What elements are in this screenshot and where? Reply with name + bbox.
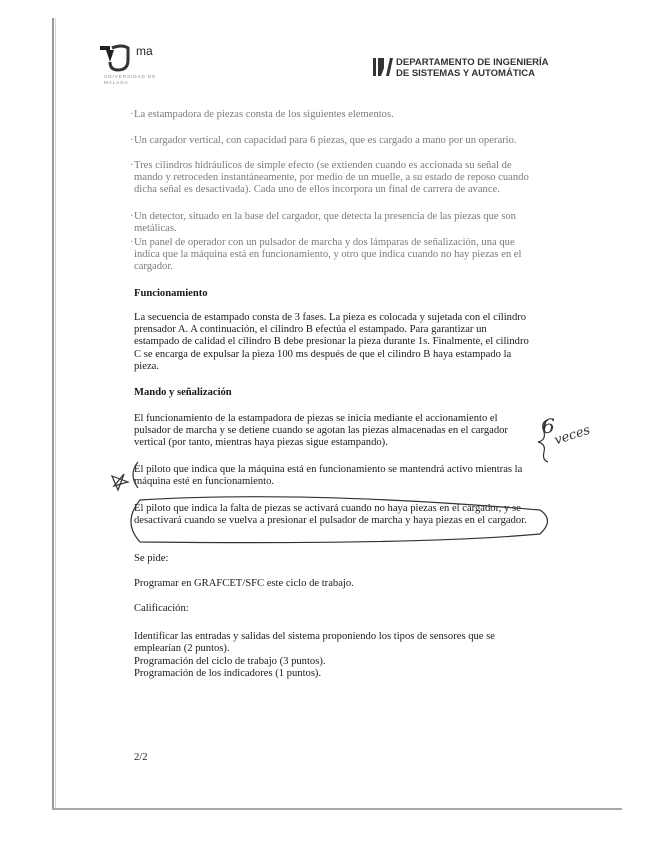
section-heading-mando: Mando y señalización — [134, 387, 232, 398]
calificacion-item: Programación del ciclo de trabajo (3 puntos). — [134, 656, 326, 667]
department-line-2: DE SISTEMAS Y AUTOMÁTICA — [396, 68, 535, 79]
calificacion-heading: Calificación: — [134, 603, 189, 614]
se-pide-text: Programar en GRAFCET/SFC este ciclo de trabajo. — [134, 578, 354, 589]
scan-border-left — [52, 18, 54, 810]
calificacion-item: Identificar las entradas y salidas del sistema proponiendo los tipos de sensores que se emplearían (2 puntos). — [134, 631, 495, 655]
se-pide-heading: Se pide: — [134, 553, 169, 564]
bullet-mark: · — [130, 160, 134, 171]
scan-border-left-inner — [55, 18, 56, 810]
intro-text: La estampadora de piezas consta de los siguientes elementos. — [134, 109, 394, 120]
department-line-1: DEPARTAMENTO DE INGENIERÍA — [396, 57, 549, 68]
handwritten-word: veces — [552, 422, 593, 449]
section-heading-funcionamiento: Funcionamiento — [134, 288, 208, 299]
list-item: Un panel de operador con un pulsador de marcha y dos lámparas de señalización, una que indica que la máquina está en funcionamiento, y otro que indica cuando no hay piezas en el cargador. — [134, 237, 522, 273]
list-item: Un cargador vertical, con capacidad para 6 piezas, que es cargado a mano por un operario. — [134, 135, 517, 146]
calificacion-item: Programación de los indicadores (1 puntos). — [134, 668, 322, 679]
mando-paragraph-3: El piloto que indica la falta de piezas se activará cuando no haya piezas en el cargador, y se desactivará cuando se vuelva a presionar el pulsador de marcha y haya piezas en el cargador. — [134, 503, 527, 527]
bullet-mark: · — [130, 109, 134, 120]
isa-logo-icon — [372, 56, 394, 78]
handwritten-star-mark — [112, 474, 128, 490]
mando-paragraph-2: El piloto que indica que la máquina está en funcionamiento se mantendrá activo mientras la máquina esté en funcionamiento. — [134, 464, 523, 488]
page-number: 2/2 — [134, 752, 148, 763]
bullet-mark: · — [130, 237, 134, 248]
bullet-mark: · — [130, 135, 134, 146]
handwritten-number: 6 — [542, 414, 555, 438]
list-item: Un detector, situado en la base del cargador, que detecta la presencia de las piezas que son metálicas. — [134, 211, 516, 235]
scan-border-bottom — [52, 808, 622, 810]
uma-logo-subtitle: UNIVERSIDAD DE MÁLAGA — [104, 74, 157, 85]
uma-logo-text: ma — [136, 44, 153, 58]
department-name — [396, 57, 549, 79]
list-item: Tres cilindros hidráulicos de simple efecto (se extienden cuando es accionada su señal de mando y retroceden instantáneamente, por medio de un muelle, a su estado de reposo cuando dicha señal es desactivada). Cada uno de ellos incorpora un final de carrera de avance. — [134, 160, 529, 196]
mando-paragraph-1: El funcionamiento de la estampadora de piezas se inicia mediante el accionamiento el pulsador de marcha y se detiene cuando se agotan las piezas almacenadas en el cargador vertical (por tanto, mientras haya piezas sigue estampando). — [134, 413, 508, 449]
bullet-mark: · — [130, 211, 134, 222]
funcionamiento-text: La secuencia de estampado consta de 3 fases. La pieza es colocada y sujetada con el cilindro prensador A. A continuación, el cilindro B efectúa el estampado. Para garantizar un estampado de calidad el cilindro B debe presionar la pieza durante 1s. Finalmente, el cilindro C se encarga de expulsar la pieza 100 ms después de que el cilindro B haya estampado la pieza. — [134, 312, 529, 372]
